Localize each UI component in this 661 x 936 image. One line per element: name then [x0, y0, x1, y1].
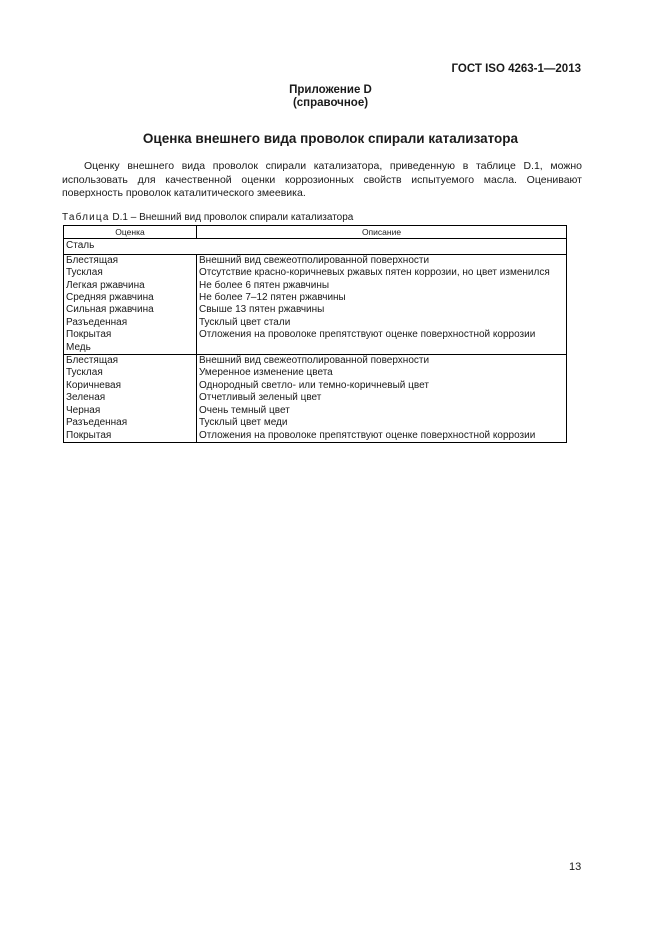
- description-cell: Очень темный цвет: [197, 405, 567, 417]
- annex-heading: [0, 84, 661, 110]
- table-row: [64, 367, 567, 379]
- table-header-row: [64, 226, 567, 239]
- annex-label: Приложение D: [289, 84, 372, 96]
- rating-cell: Покрытая: [64, 430, 197, 443]
- rating-cell: Легкая ржавчина: [64, 280, 197, 292]
- table-row: [64, 267, 567, 279]
- table-caption: [62, 212, 353, 223]
- document-id: ГОСТ ISO 4263-1—2013: [451, 63, 581, 75]
- description-cell: Внешний вид свежеотполированной поверхности: [197, 254, 567, 267]
- rating-cell: Разъеденная: [64, 317, 197, 329]
- rating-cell: Разъеденная: [64, 417, 197, 429]
- description-cell: Отложения на проволоке препятствуют оценке поверхностной коррозии: [197, 329, 567, 341]
- table-row: [64, 430, 567, 443]
- description-cell: Отложения на проволоке препятствуют оценке поверхностной коррозии: [197, 430, 567, 443]
- description-cell: Тусклый цвет меди: [197, 417, 567, 429]
- annex-type: (справочное): [292, 97, 369, 109]
- rating-cell: Блестящая: [64, 254, 197, 267]
- table-row: [64, 355, 567, 368]
- table-row: [64, 254, 567, 267]
- rating-cell: Блестящая: [64, 355, 197, 368]
- appearance-table: [63, 225, 567, 443]
- section-title: Оценка внешнего вида проволок спирали катализатора: [142, 131, 519, 146]
- table-row: [64, 380, 567, 392]
- group-row-copper: [64, 342, 567, 355]
- rating-cell: Средняя ржавчина: [64, 292, 197, 304]
- description-cell: Не более 7–12 пятен ржавчины: [197, 292, 567, 304]
- rating-cell: Черная: [64, 405, 197, 417]
- table-row: [64, 292, 567, 304]
- table-row: [64, 280, 567, 292]
- description-cell: Свыше 13 пятен ржавчины: [197, 304, 567, 316]
- header-description: Описание: [197, 226, 567, 239]
- table-row: [64, 417, 567, 429]
- table-caption-text: D.1 – Внешний вид проволок спирали катализатора: [112, 212, 354, 223]
- header-rating: Оценка: [64, 226, 197, 239]
- table-row: [64, 405, 567, 417]
- rating-cell: Коричневая: [64, 380, 197, 392]
- description-cell: Внешний вид свежеотполированной поверхности: [197, 355, 567, 368]
- description-cell: Умеренное изменение цвета: [197, 367, 567, 379]
- description-cell: Отсутствие красно-коричневых ржавых пятен коррозии, но цвет изменился: [197, 267, 567, 279]
- description-cell: Отчетливый зеленый цвет: [197, 392, 567, 404]
- group-label-steel: Сталь: [64, 239, 567, 254]
- description-cell: Однородный светло- или темно-коричневый цвет: [197, 380, 567, 392]
- table-row: [64, 392, 567, 404]
- table-row: [64, 329, 567, 341]
- group-label-copper: Медь: [64, 342, 197, 355]
- group-row-steel: [64, 239, 567, 254]
- table-row: [64, 304, 567, 316]
- table-caption-prefix: Таблица: [62, 212, 110, 223]
- rating-cell: Сильная ржавчина: [64, 304, 197, 316]
- rating-cell: Зеленая: [64, 392, 197, 404]
- intro-paragraph: Оценку внешнего вида проволок спирали катализатора, приведенную в таблице D.1, можно использовать для качественной оценки коррозионных свойств испытуемого масла. Оценивают поверхность проволок каталитического змеевика.: [62, 160, 582, 199]
- rating-cell: Покрытая: [64, 329, 197, 341]
- page-number: 13: [569, 861, 582, 873]
- description-cell: Не более 6 пятен ржавчины: [197, 280, 567, 292]
- rating-cell: Тусклая: [64, 367, 197, 379]
- description-cell: Тусклый цвет стали: [197, 317, 567, 329]
- table-row: [64, 317, 567, 329]
- rating-cell: Тусклая: [64, 267, 197, 279]
